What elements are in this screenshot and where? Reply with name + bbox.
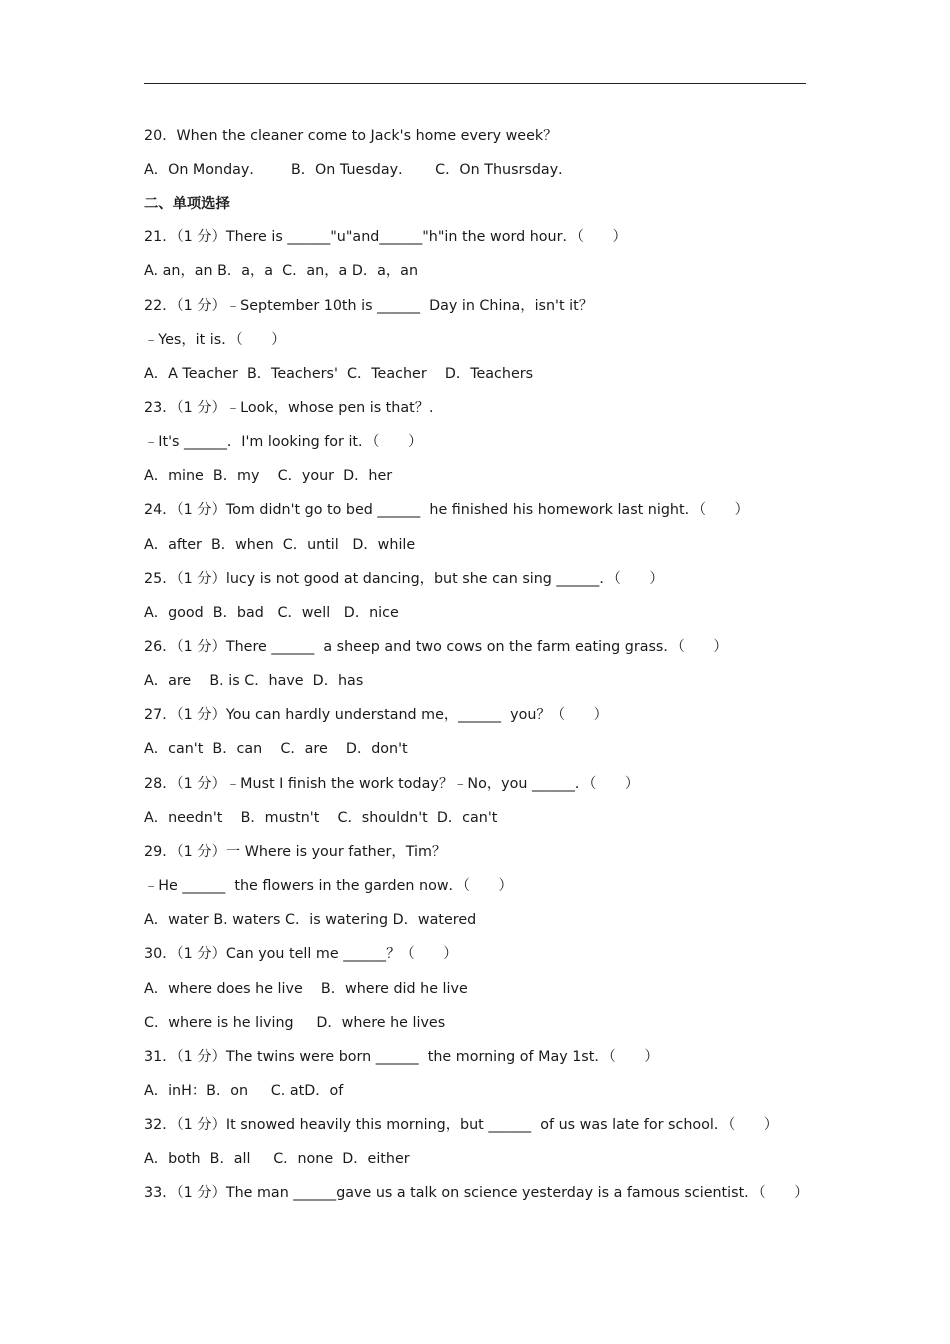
- options-31: A．inH：B．on C. atD．of: [144, 1083, 344, 1099]
- question-33: 33．（1 分）The man ______gave us a talk on science yesterday is a famous scientist．（ ）: [144, 1185, 809, 1201]
- options-26: A．are B. is C．have D．has: [144, 673, 364, 689]
- question-25: 25．（1 分）lucy is not good at dancing，but she can sing ______．（ ）: [144, 571, 664, 587]
- options-25: A．good B．bad C．well D．nice: [144, 605, 399, 621]
- question-26: 26．（1 分）There ______ a sheep and two cows on the farm eating grass．（ ）: [144, 639, 728, 655]
- options-23: A．mine B．my C．your D．her: [144, 468, 393, 484]
- question-20: 20．When the cleaner come to Jack's home every week？: [144, 128, 558, 144]
- options-30-a-b: A．where does he live B．where did he live: [144, 981, 468, 997]
- options-32: A．both B．all C．none D．either: [144, 1151, 410, 1167]
- options-24: A．after B．when C．until D．while: [144, 537, 416, 553]
- options-22: A．A Teacher B．Teachers' C．Teacher D．Teachers: [144, 366, 534, 382]
- question-30: 30．（1 分）Can you tell me ______？（ ）: [144, 946, 458, 962]
- question-23: 23．（1 分）﹣Look，whose pen is that？.: [144, 400, 434, 416]
- question-29: 29．（1 分）一 Where is your father，Tim？: [144, 844, 447, 860]
- question-32: 32．（1 分）It snowed heavily this morning，but ______ of us was late for school．（ ）: [144, 1117, 779, 1133]
- options-28: A．needn't B．mustn't C．shouldn't D．can't: [144, 810, 498, 826]
- question-23-cont: ﹣It's ______．I'm looking for it．（ ）: [144, 434, 423, 450]
- question-22-cont: ﹣Yes，it is．（ ）: [144, 332, 286, 348]
- question-31: 31．（1 分）The twins were born ______ the morning of May 1st．（ ）: [144, 1049, 659, 1065]
- question-21: 21．（1 分）There is ______"u"and______"h"in the word hour．（ ）: [144, 229, 627, 245]
- question-29-cont: ﹣He ______ the flowers in the garden now．（ ）: [144, 878, 513, 894]
- options-27: A．can't B．can C．are D．don't: [144, 741, 408, 757]
- section-heading: 二、单项选择: [144, 196, 230, 212]
- options-29: A．water B. waters C．is watering D．watered: [144, 912, 477, 928]
- options-21: A. an，an B．a，a C．an，a D．a，an: [144, 263, 419, 279]
- header-rule: [144, 83, 806, 84]
- options-30-c-d: C．where is he living D．where he lives: [144, 1015, 446, 1031]
- question-22: 22．（1 分）﹣September 10th is ______ Day in China，isn't it？: [144, 298, 594, 314]
- options-20: A．On Monday． B．On Tuesday． C．On Thusrsday．: [144, 162, 573, 178]
- question-28: 28．（1 分）﹣Must I finish the work today？﹣No，you ______．（ ）: [144, 776, 640, 792]
- question-27: 27．（1 分）You can hardly understand me，______ you？（ ）: [144, 707, 608, 723]
- question-24: 24．（1 分）Tom didn't go to bed ______ he finished his homework last night．（ ）: [144, 502, 749, 518]
